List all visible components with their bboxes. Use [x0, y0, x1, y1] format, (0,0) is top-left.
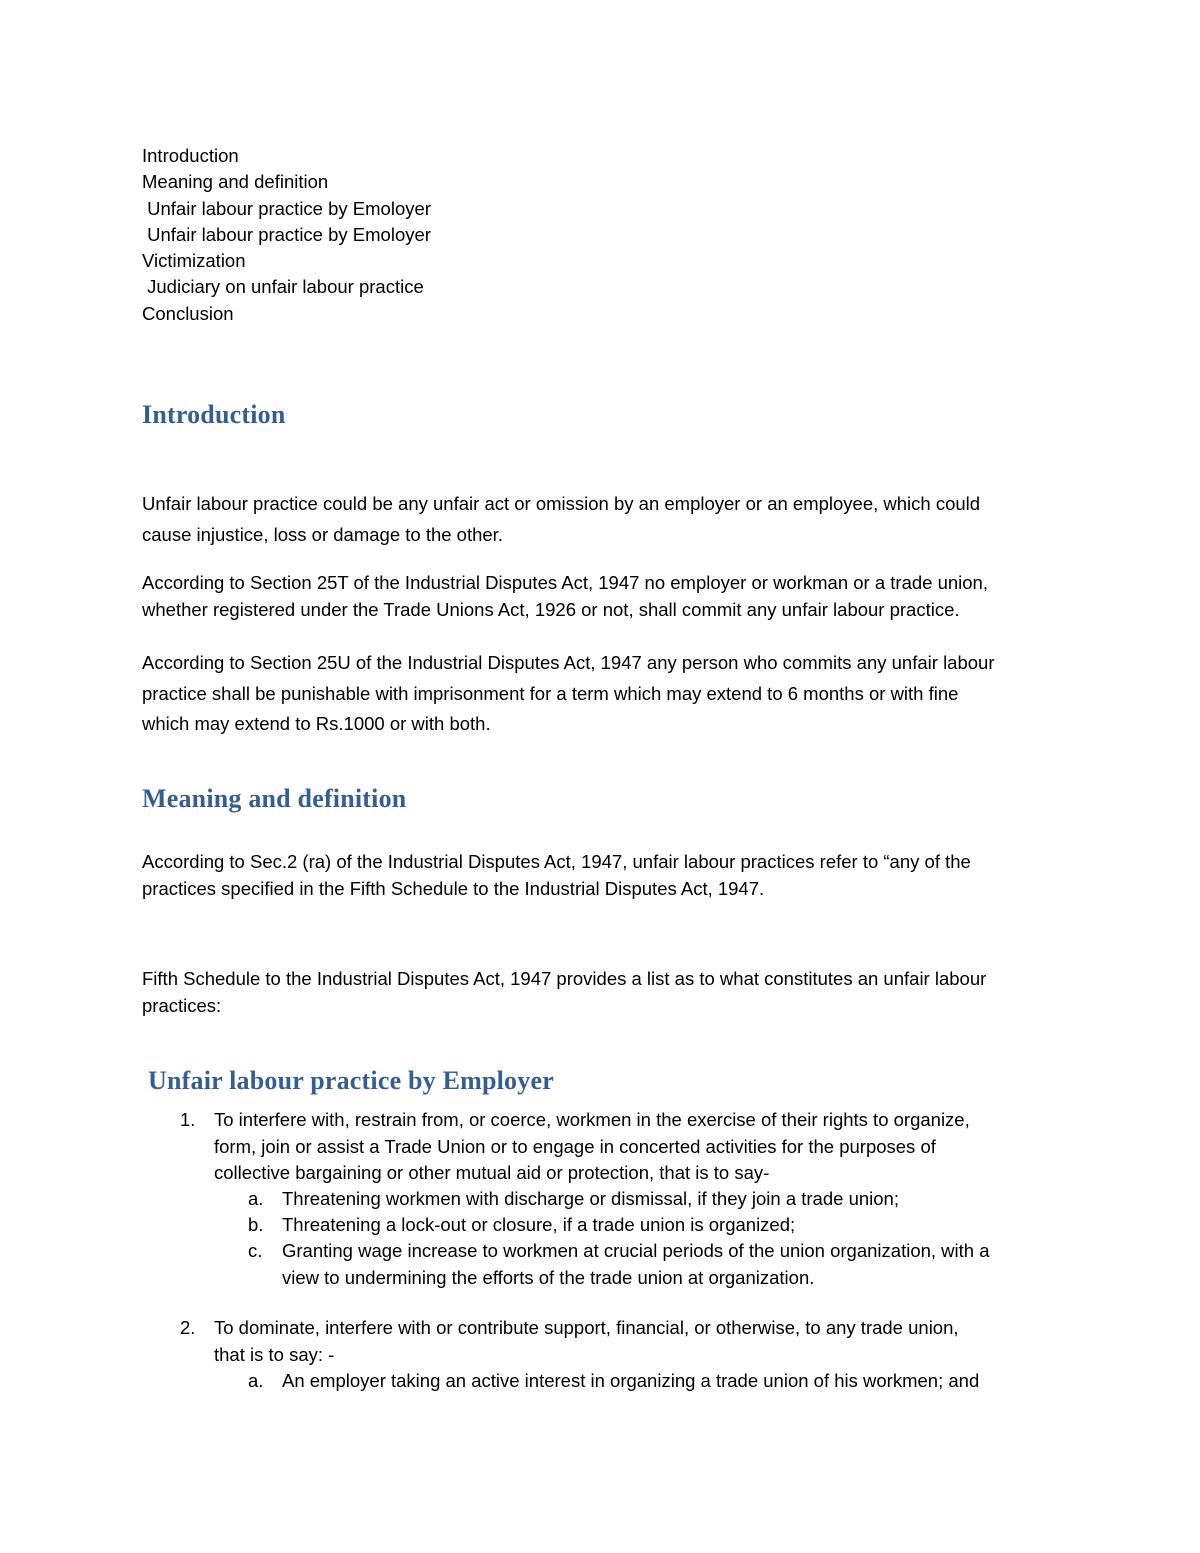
toc-item: Conclusion — [142, 302, 234, 324]
toc-item: Unfair labour practice by Emoloyer — [142, 197, 431, 219]
list-item-2: 2. To dominate, interfere with or contribute support, financial, or otherwise, to any trade union, that is to say: - — [180, 1317, 959, 1365]
meaning-paragraph-1: According to Sec.2 (ra) of the Industrial Disputes Act, 1947, unfair labour practices refer to “any of the practices specified in the Fifth Schedule to the Industrial Disputes Act, 1947. — [142, 851, 971, 899]
heading-meaning-and-definition: Meaning and definition — [142, 784, 407, 813]
list-sub-item-1a: a. Threatening workmen with discharge or dismissal, if they join a trade union; — [282, 1186, 899, 1213]
toc-item: Introduction — [142, 145, 239, 166]
toc-item: Unfair labour practice by Emoloyer — [142, 223, 431, 245]
toc-item: Meaning and definition — [142, 171, 329, 193]
list-number: 1. — [180, 1109, 196, 1130]
intro-paragraph-3: According to Section 25U of the Industrial Disputes Act, 1947 any person who commits any unfair labour practice shall be punishable with imprisonment for a term which may extend to 6 months or with fine which may extend to Rs.1000 or with both. — [142, 652, 995, 734]
toc-item: Judiciary on unfair labour practice — [142, 276, 424, 298]
intro-paragraph-2: According to Section 25T of the Industrial Disputes Act, 1947 no employer or workman or a trade union, whether registered under the Trade Unions Act, 1926 or not, shall commit any unfair labour practice. — [142, 572, 988, 620]
heading-introduction: Introduction — [142, 400, 286, 429]
list-number: 2. — [180, 1317, 196, 1338]
list-letter: b. — [248, 1214, 264, 1235]
list-letter: c. — [248, 1240, 263, 1261]
meaning-paragraph-2: Fifth Schedule to the Industrial Disputes Act, 1947 provides a list as to what constitutes an unfair labour practices: — [142, 968, 987, 1016]
list-sub-item-1b: b. Threatening a lock-out or closure, if a trade union is organized; — [282, 1212, 795, 1239]
list-sub-item-2a: a. An employer taking an active interest in organizing a trade union of his workmen; and — [282, 1368, 979, 1395]
list-letter: a. — [248, 1370, 264, 1391]
list-letter: a. — [248, 1188, 264, 1209]
list-sub-item-1c: c. Granting wage increase to workmen at crucial periods of the union organization, with a view to undermining the efforts of the trade union at organization. — [248, 1240, 990, 1288]
table-of-contents — [142, 143, 431, 327]
heading-unfair-labour-practice-by-employer: Unfair labour practice by Employer — [148, 1066, 554, 1095]
intro-paragraph-1: Unfair labour practice could be any unfair act or omission by an employer or an employee, which could cause injustice, loss or damage to the other. — [142, 493, 981, 545]
toc-item: Victimization — [142, 250, 246, 272]
list-item-1: 1. To interfere with, restrain from, or coerce, workmen in the exercise of their rights to organize, form, join or assist a Trade Union or to engage in concerted activities for the purposes of collective bargaining or other mutual aid or protection, that is to say- — [180, 1109, 970, 1183]
